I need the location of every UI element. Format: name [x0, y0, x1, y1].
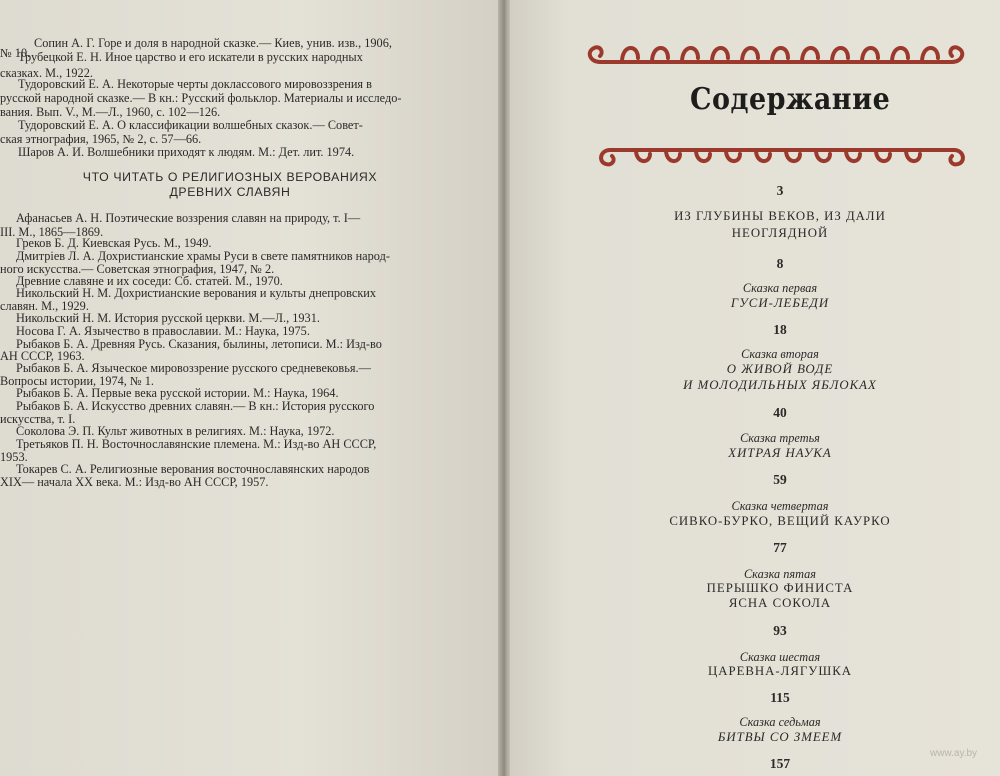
bib-line: Древние славяне и их соседи: Сб. статей. М., 1970. — [16, 274, 283, 288]
toc-entry-title: О ЖИВОЙ ВОДЕ — [726, 362, 834, 376]
bib-line: III. М., 1865—1869. — [0, 225, 104, 239]
bib-line: Рыбаков Б. А. Первые века русской истории. М.: Наука, 1964. — [16, 386, 339, 400]
toc-entry-title: И МОЛОДИЛЬНЫХ ЯБЛОКАХ — [683, 378, 877, 392]
section-heading — [30, 170, 430, 200]
toc-entry-title: БИТВЫ СО ЗМЕЕМ — [717, 730, 843, 744]
toc-entry-title: СИВКО-БУРКО, ВЕЩИЙ КАУРКО — [669, 514, 891, 528]
toc-page-number: 18 — [773, 322, 787, 337]
toc-entry-title: ГУСИ-ЛЕБЕДИ — [730, 296, 830, 310]
toc-entry-kind: Сказка первая — [742, 281, 818, 295]
toc-page-number: 59 — [773, 472, 787, 487]
top-ornament — [580, 30, 972, 74]
toc-page-number: 93 — [773, 623, 787, 638]
bib-line: Трубецкой Е. Н. Иное царство и его искатели в русских народных — [18, 50, 363, 64]
toc-page-number: 8 — [776, 256, 784, 271]
bib-line: Шаров А. И. Волшебники приходят к людям. М.: Дет. лит. 1974. — [18, 145, 355, 159]
toc-entry-title: ПЕРЫШКО ФИНИСТА — [706, 581, 854, 595]
toc-entry-title: ЦАРЕВНА-ЛЯГУШКА — [707, 664, 853, 678]
section-heading-line: ДРЕВНИХ СЛАВЯН — [169, 185, 291, 199]
toc-title: Содержание — [690, 82, 891, 117]
bib-line: № 10. — [0, 46, 31, 60]
toc-entry-kind: Сказка третья — [740, 431, 820, 445]
section-heading-line: ЧТО ЧИТАТЬ О РЕЛИГИОЗНЫХ ВЕРОВАНИЯХ — [82, 170, 378, 184]
bottom-ornament — [596, 140, 968, 170]
bib-line: Сопин А. Г. Горе и доля в народной сказке.— Киев, унив. изв., 1906, — [34, 36, 392, 50]
toc-entry-title: ИЗ ГЛУБИНЫ ВЕКОВ, ИЗ ДАЛИ — [674, 209, 886, 223]
bib-line: Афанасьев А. Н. Поэтические воззрения славян на природу, т. I— — [16, 211, 361, 225]
watermark: www.ay.by — [930, 748, 978, 759]
bib-line: вания. Вып. V., М.—Л., 1960, с. 102—126. — [0, 105, 221, 119]
toc-entry-kind: Сказка четвертая — [731, 499, 829, 513]
bib-line: XIX— начала XX века. М.: Изд-во АН СССР, 1957. — [0, 475, 269, 489]
bib-line: Тудоровский Е. А. Некоторые черты доклассового мировоззрения в — [18, 77, 372, 91]
bib-line: ская этнография, 1965, № 2, с. 57—66. — [0, 132, 202, 146]
bib-line: Токарев С. А. Религиозные верования восточнославянских народов — [16, 462, 370, 476]
toc-entry-title: ХИТРАЯ НАУКА — [728, 446, 832, 460]
toc-entry-kind: Сказка пятая — [743, 567, 817, 581]
bib-line: Носова Г. А. Язычество в православии. М.: Наука, 1975. — [16, 324, 310, 338]
bib-line: искусства, т. I. — [0, 412, 76, 426]
bib-line: русской народной сказке.— В кн.: Русский фольклор. Материалы и исследо- — [0, 91, 402, 105]
toc-entry-title: ЯСНА СОКОЛА — [728, 596, 832, 610]
bib-line: Соколова Э. П. Культ животных в религиях. М.: Наука, 1972. — [16, 424, 335, 438]
toc-page-number: 40 — [773, 405, 787, 420]
bib-line: Греков Б. Д. Киевская Русь. М., 1949. — [16, 236, 212, 250]
bib-line: Третьяков П. Н. Восточнославянские племена. М.: Изд-во АН СССР, — [16, 437, 377, 451]
bib-line: Дмитрiев Л. А. Дохристианские храмы Руси в свете памятников народ- — [16, 249, 390, 263]
toc-entry-kind: Сказка вторая — [741, 347, 819, 361]
bib-line: Рыбаков Б. А. Языческое мировоззрение русского средневековья.— — [16, 361, 371, 375]
bib-line: АН СССР, 1963. — [0, 349, 85, 363]
bib-line: Рыбаков Б. А. Искусство древних славян.— В кн.: История русского — [16, 399, 375, 413]
toc-entry-kind: Сказка седьмая — [739, 715, 821, 729]
toc-page-number: 77 — [773, 540, 787, 555]
bib-line: сказках. М., 1922. — [0, 66, 93, 80]
toc-page-number: 157 — [769, 756, 791, 771]
bib-line: ного искусства.— Советская этнография, 1947, № 2. — [0, 262, 275, 276]
toc-entry-title: НЕОГЛЯДНОЙ — [731, 226, 829, 240]
bib-line: Никольский Н. М. История русской церкви. М.—Л., 1931. — [16, 311, 320, 325]
bib-line: славян. М., 1929. — [0, 299, 89, 313]
toc-entry-kind: Сказка шестая — [739, 650, 821, 664]
toc-page-number: 115 — [770, 690, 790, 705]
bib-line: Никольский Н. М. Дохристианские верования и культы днепровских — [16, 286, 377, 300]
bib-line: Вопросы истории, 1974, № 1. — [0, 374, 154, 388]
bib-line: Тудоровский Е. А. О классификации волшебных сказок.— Совет- — [18, 118, 363, 132]
bib-line: 1953. — [0, 450, 28, 464]
bib-line: Рыбаков Б. А. Древняя Русь. Сказания, былины, летописи. М.: Изд-во — [16, 337, 382, 351]
toc-page-number: 3 — [776, 183, 784, 198]
